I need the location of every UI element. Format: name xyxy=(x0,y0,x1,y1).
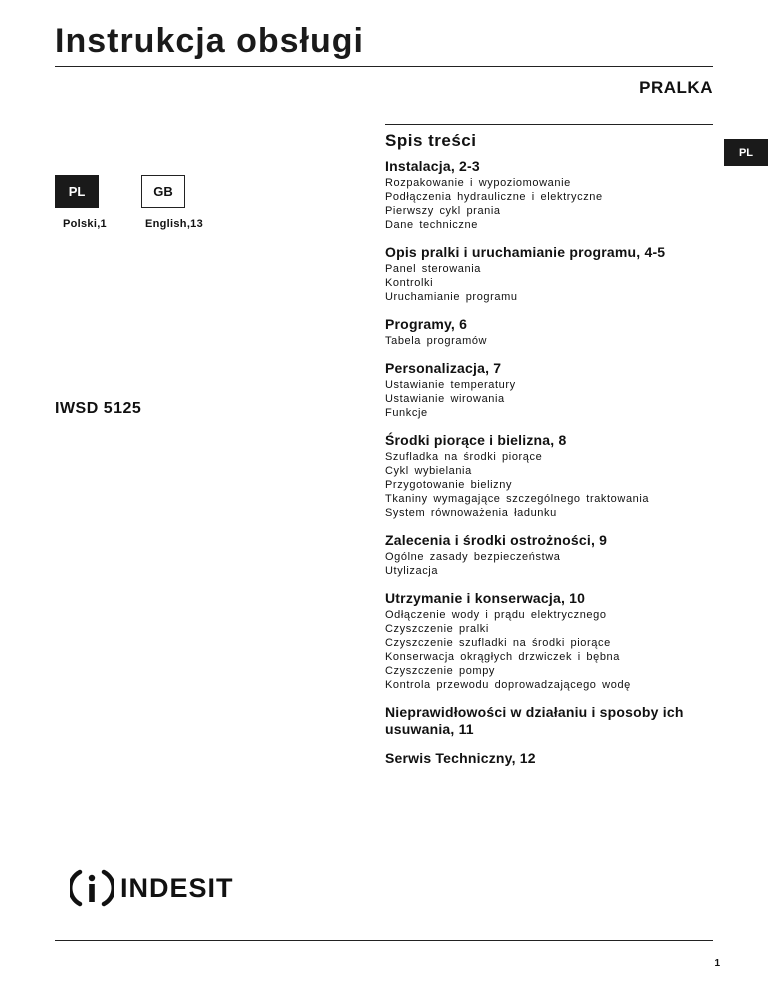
toc-section-heading[interactable]: Personalizacja, 7 xyxy=(385,360,502,376)
toc-item[interactable]: Odłączenie wody i prądu elektrycznego xyxy=(385,609,607,621)
toc-section-heading[interactable]: Serwis Techniczny, 12 xyxy=(385,750,536,766)
language-side-tab[interactable]: PL xyxy=(724,139,768,166)
toc-item[interactable]: Cykl wybielania xyxy=(385,465,472,477)
toc-divider xyxy=(385,124,713,125)
toc-section-heading[interactable]: Opis pralki i uruchamianie programu, 4-5 xyxy=(385,244,666,260)
toc-item[interactable]: Kontrola przewodu doprowadzającego wodę xyxy=(385,679,631,691)
toc-item[interactable]: Tkaniny wymagające szczególnego traktowania xyxy=(385,493,650,505)
toc-section xyxy=(385,750,715,767)
toc-item[interactable]: Szufladka na środki piorące xyxy=(385,451,543,463)
language-label-gb: English,13 xyxy=(145,218,204,230)
brand-wordmark: INDESIT xyxy=(120,872,234,903)
toc-section xyxy=(385,360,715,420)
toc-item[interactable]: Czyszczenie szufladki na środki piorące xyxy=(385,637,611,649)
toc-item[interactable]: System równoważenia ładunku xyxy=(385,507,557,519)
toc-item[interactable]: Utylizacja xyxy=(385,565,439,577)
page-number: 1 xyxy=(714,958,720,969)
toc-section xyxy=(385,432,715,520)
language-button-pl[interactable]: PL xyxy=(55,175,99,208)
toc-section-heading[interactable]: Programy, 6 xyxy=(385,316,468,332)
toc-item[interactable]: Funkcje xyxy=(385,407,428,419)
toc-section xyxy=(385,590,715,692)
toc-section-heading[interactable]: Nieprawidłowości w działaniu i sposoby ich usuwania, 11 xyxy=(385,704,684,737)
toc-item[interactable]: Uruchamianie programu xyxy=(385,291,518,303)
language-button-gb[interactable]: GB xyxy=(141,175,185,208)
toc-section-heading[interactable]: Utrzymanie i konserwacja, 10 xyxy=(385,590,586,606)
toc-section xyxy=(385,704,715,738)
indesit-logo-icon xyxy=(70,866,114,910)
toc-item[interactable]: Dane techniczne xyxy=(385,219,478,231)
toc-item[interactable]: Kontrolki xyxy=(385,277,434,289)
toc-item[interactable]: Tabela programów xyxy=(385,335,488,347)
toc-item[interactable]: Czyszczenie pompy xyxy=(385,665,496,677)
footer-divider xyxy=(55,940,713,941)
product-type: PRALKA xyxy=(639,78,713,97)
toc-section xyxy=(385,532,715,578)
toc-item[interactable]: Pierwszy cykl prania xyxy=(385,205,501,217)
page-title: Instrukcja obsługi xyxy=(55,22,364,60)
toc-section xyxy=(385,158,715,232)
toc-section-heading[interactable]: Środki piorące i bielizna, 8 xyxy=(385,432,567,448)
language-label-pl: Polski,1 xyxy=(63,218,107,230)
toc-item[interactable]: Podłączenia hydrauliczne i elektryczne xyxy=(385,191,603,203)
toc-item[interactable]: Ustawianie temperatury xyxy=(385,379,516,391)
toc-title: Spis treści xyxy=(385,131,477,150)
toc-item[interactable]: Ogólne zasady bezpieczeństwa xyxy=(385,551,561,563)
toc-item[interactable]: Rozpakowanie i wypoziomowanie xyxy=(385,177,571,189)
toc-item[interactable]: Konserwacja okrągłych drzwiczek i bębna xyxy=(385,651,620,663)
title-divider xyxy=(55,66,713,67)
toc-section-heading[interactable]: Zalecenia i środki ostrożności, 9 xyxy=(385,532,608,548)
toc-item[interactable]: Panel sterowania xyxy=(385,263,481,275)
model-number: IWSD 5125 xyxy=(55,400,142,417)
toc-item[interactable]: Czyszczenie pralki xyxy=(385,623,489,635)
brand-logo xyxy=(70,866,234,910)
toc-section xyxy=(385,244,715,304)
table-of-contents xyxy=(385,158,715,779)
toc-item[interactable]: Ustawianie wirowania xyxy=(385,393,505,405)
toc-section-heading[interactable]: Instalacja, 2-3 xyxy=(385,158,480,174)
toc-section xyxy=(385,316,715,348)
toc-item[interactable]: Przygotowanie bielizny xyxy=(385,479,513,491)
